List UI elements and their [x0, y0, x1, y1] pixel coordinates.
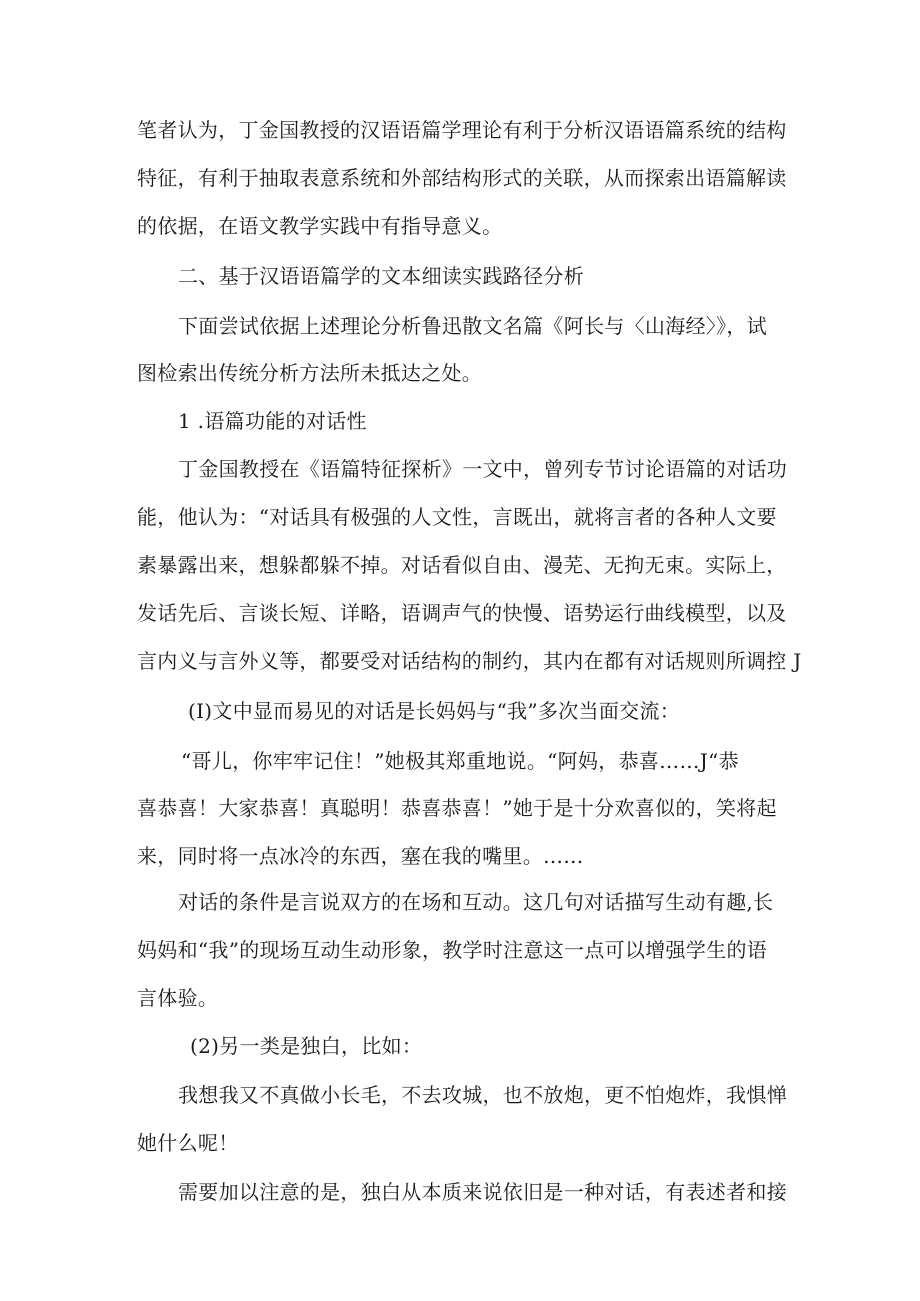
paragraph-line: 言内义与言外义等，都要受对话结构的制约，其内在都有对话规则所调控 J: [137, 649, 802, 673]
quote-line: 她什么呢！: [137, 1131, 239, 1155]
paragraph-line: 的依据，在语文教学实践中有指导意义。: [137, 214, 503, 238]
paragraph-line: 下面尝试依据上述理论分析鲁迅散文名篇《阿长与〈山海经〉》，试: [178, 314, 767, 338]
paragraph-line: (I)文中显而易见的对话是长妈妈与“我”多次当面交流：: [188, 699, 681, 723]
paragraph-line: (2)另一类是独白，比如：: [190, 1034, 423, 1058]
section-heading: 二、基于汉语语篇学的文本细读实践路径分析: [178, 264, 584, 288]
paragraph-line: 言体验。: [137, 986, 219, 1010]
paragraph-line: 发话先后、言谈长短、详略，语调声气的快慢、语势运行曲线模型，以及: [137, 601, 787, 625]
paragraph-line: 笔者认为，丁金国教授的汉语语篇学理论有利于分析汉语语篇系统的结构: [137, 118, 787, 142]
paragraph-line: 对话的条件是言说双方的在场和互动。这几句对话描写生动有趣,长: [178, 890, 774, 914]
paragraph-line: 素暴露出来，想躲都躲不掉。对话看似自由、漫芜、无拘无束。实际上，: [137, 553, 787, 577]
quote-line: 来，同时将一点冰冷的东西，塞在我的嘴里。……: [137, 844, 584, 868]
quote-line: 喜恭喜！大家恭喜！真聪明！恭喜恭喜！”她于是十分欢喜似的，笑将起: [137, 796, 777, 820]
paragraph-line: 丁金国教授在《语篇特征探析》一文中，曾列专节讨论语篇的对话功: [178, 457, 787, 481]
subsection-heading: 1 .语篇功能的对话性: [178, 409, 367, 433]
paragraph-line: 妈妈和“我”的现场互动生动形象，教学时注意这一点可以增强学生的语: [137, 938, 768, 962]
quote-line: “哥儿，你牢牢记住！”她极其郑重地说。“阿妈，恭喜……J“恭: [181, 749, 739, 773]
quote-line: 我想我又不真做小长毛，不去攻城，也不放炮，更不怕炮炸，我惧惮: [178, 1083, 787, 1107]
paragraph-line: 图检索出传统分析方法所未抵达之处。: [137, 361, 483, 385]
paragraph-line: 能，他认为：“对话具有极强的人文性，言既出，就将言者的各种人文要: [137, 505, 777, 529]
paragraph-line: 特征，有利于抽取表意系统和外部结构形式的关联，从而探索出语篇解读: [137, 166, 787, 190]
paragraph-line: 需要加以注意的是，独白从本质来说依旧是一种对话，有表述者和接: [178, 1180, 787, 1204]
